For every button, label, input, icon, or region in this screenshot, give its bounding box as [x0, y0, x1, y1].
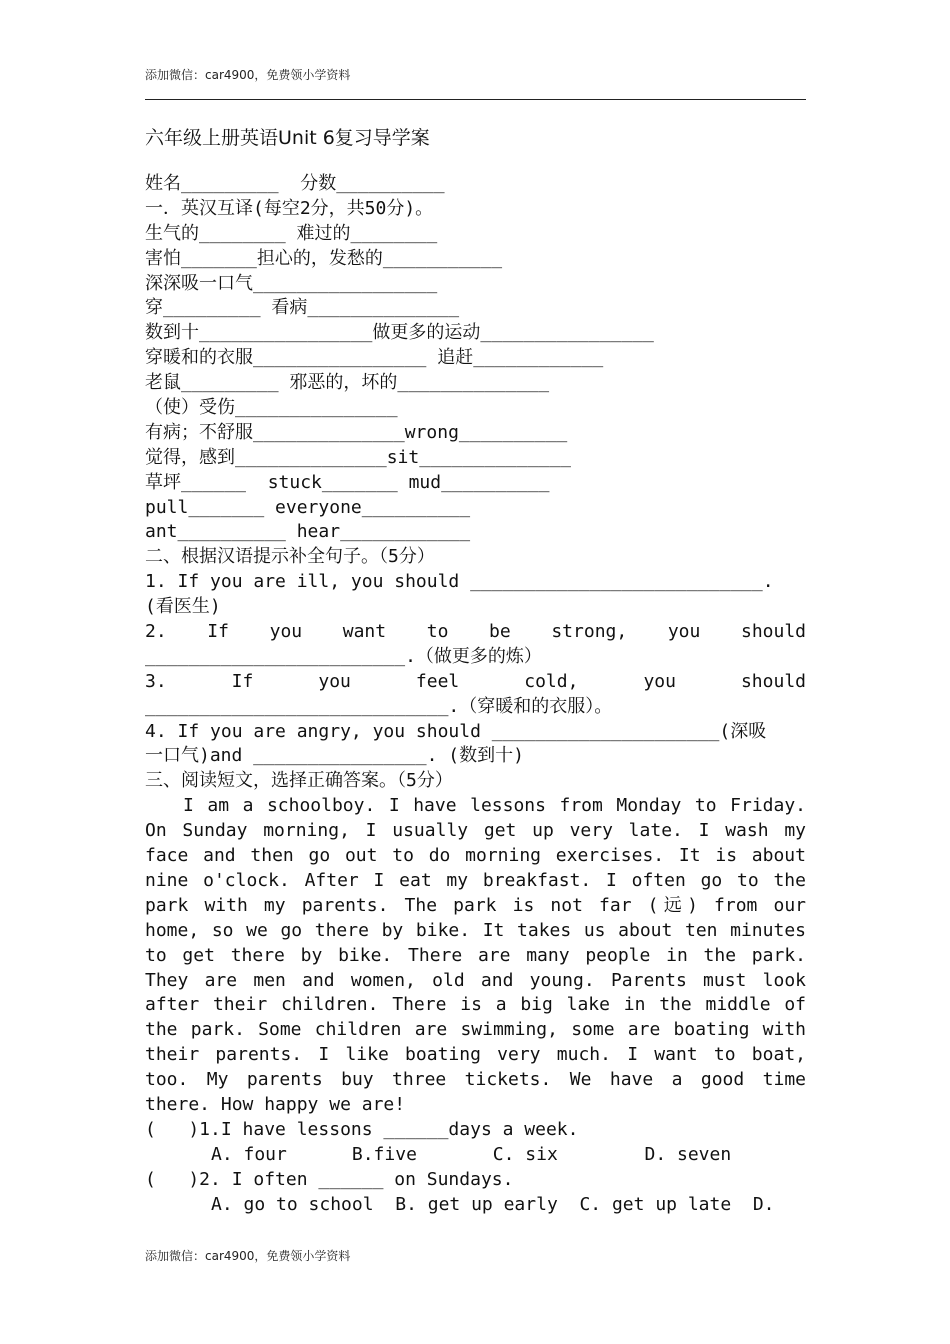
passage-line: there. How happy we are! — [145, 1093, 406, 1115]
passage-line: I am a schoolboy. I have lessons from Monday to Friday. — [183, 795, 806, 817]
vocab-line: 穿暖和的衣服________________ 追赶____________ — [145, 347, 604, 369]
vocab-line: ant__________ hear____________ — [145, 521, 471, 543]
sentence-3: 3. If you feel cold, you should — [145, 670, 806, 692]
vocab-line: 草坪______ stuck_______ mud__________ — [145, 471, 550, 493]
page-footer: 添加微信：car4900，免费领小学资料 — [145, 1249, 351, 1263]
vocab-line: 老鼠_________ 邪恶的，坏的______________ — [145, 372, 550, 394]
passage-line: too. My parents buy three tickets. We have a good time — [145, 1069, 806, 1091]
vocab-line: 穿_________ 看病______________ — [145, 297, 460, 319]
vocab-line: 觉得，感到______________sit______________ — [145, 446, 571, 468]
sentence-3-blank: ____________________________.（穿暖和的衣服）。 — [145, 695, 613, 717]
sentence-1: 1. If you are ill, you should ___________________________. — [145, 571, 774, 593]
sentence-2: 2. If you want to be strong, you should — [145, 621, 806, 643]
vocab-line: 数到十________________做更多的运动________________ — [145, 322, 654, 344]
vocab-line: 生气的________ 难过的________ — [145, 222, 438, 244]
vocab-line: 害怕_______担心的，发愁的___________ — [145, 247, 503, 269]
sentence-1-hint: (看医生) — [145, 596, 221, 618]
passage-line: after their children. There is a big lake in the middle of — [145, 994, 806, 1016]
passage-line: the park. Some children are swimming, some are boating with — [145, 1019, 806, 1041]
section-2-heading: 二、根据汉语提示补全句子。（5分） — [145, 546, 435, 568]
vocab-line: 深深吸一口气_________________ — [145, 272, 438, 294]
vocab-line: （使）受伤_______________ — [145, 397, 398, 419]
passage-line: face and then go out to do morning exercises. It is about — [145, 845, 806, 867]
page-title: 六年级上册英语Unit 6复习导学案 — [145, 127, 430, 149]
section-1-heading: 一．英汉互译(每空2分，共50分)。 — [145, 197, 434, 219]
question-2-options: A. go to school B. get up early C. get up late D. — [211, 1193, 775, 1215]
question-1: ( )1.I have lessons ______days a week. — [145, 1118, 579, 1140]
passage-line: their parents. I like boating very much. I want to boat, — [145, 1044, 806, 1066]
section-3-heading: 三、阅读短文，选择正确答案。（5分） — [145, 770, 453, 792]
name-score-line: 姓名_________ 分数__________ — [145, 173, 445, 194]
sentence-4: 4. If you are angry, you should _____________________(深吸 — [145, 720, 767, 742]
question-1-options: A. four B.five C. six D. seven — [211, 1143, 732, 1165]
header-divider — [145, 99, 806, 100]
worksheet-body — [145, 172, 806, 1217]
vocab-line: pull_______ everyone__________ — [145, 496, 471, 518]
passage-line: home, so we go there by bike. It takes us about ten minutes — [145, 919, 806, 941]
passage-line: park with my parents. The park is not far (远) from our — [145, 894, 806, 916]
passage-line: On Sunday morning, I usually get up very late. I wash my — [145, 820, 806, 842]
passage-line: They are men and women, old and young. Parents must look — [145, 969, 806, 991]
passage-line: to get there by bike. There are many people in the park. — [145, 944, 806, 966]
question-2: ( )2. I often ______ on Sundays. — [145, 1168, 514, 1190]
sentence-4-cont: 一口气)and ________________. (数到十) — [145, 745, 524, 767]
page-header: 添加微信：car4900，免费领小学资料 — [145, 68, 351, 82]
sentence-2-blank: ________________________.（做更多的炼） — [145, 645, 542, 667]
passage-line: nine o'clock. After I eat my breakfast. I often go to the — [145, 869, 806, 891]
vocab-line: 有病；不舒服______________wrong__________ — [145, 421, 568, 443]
